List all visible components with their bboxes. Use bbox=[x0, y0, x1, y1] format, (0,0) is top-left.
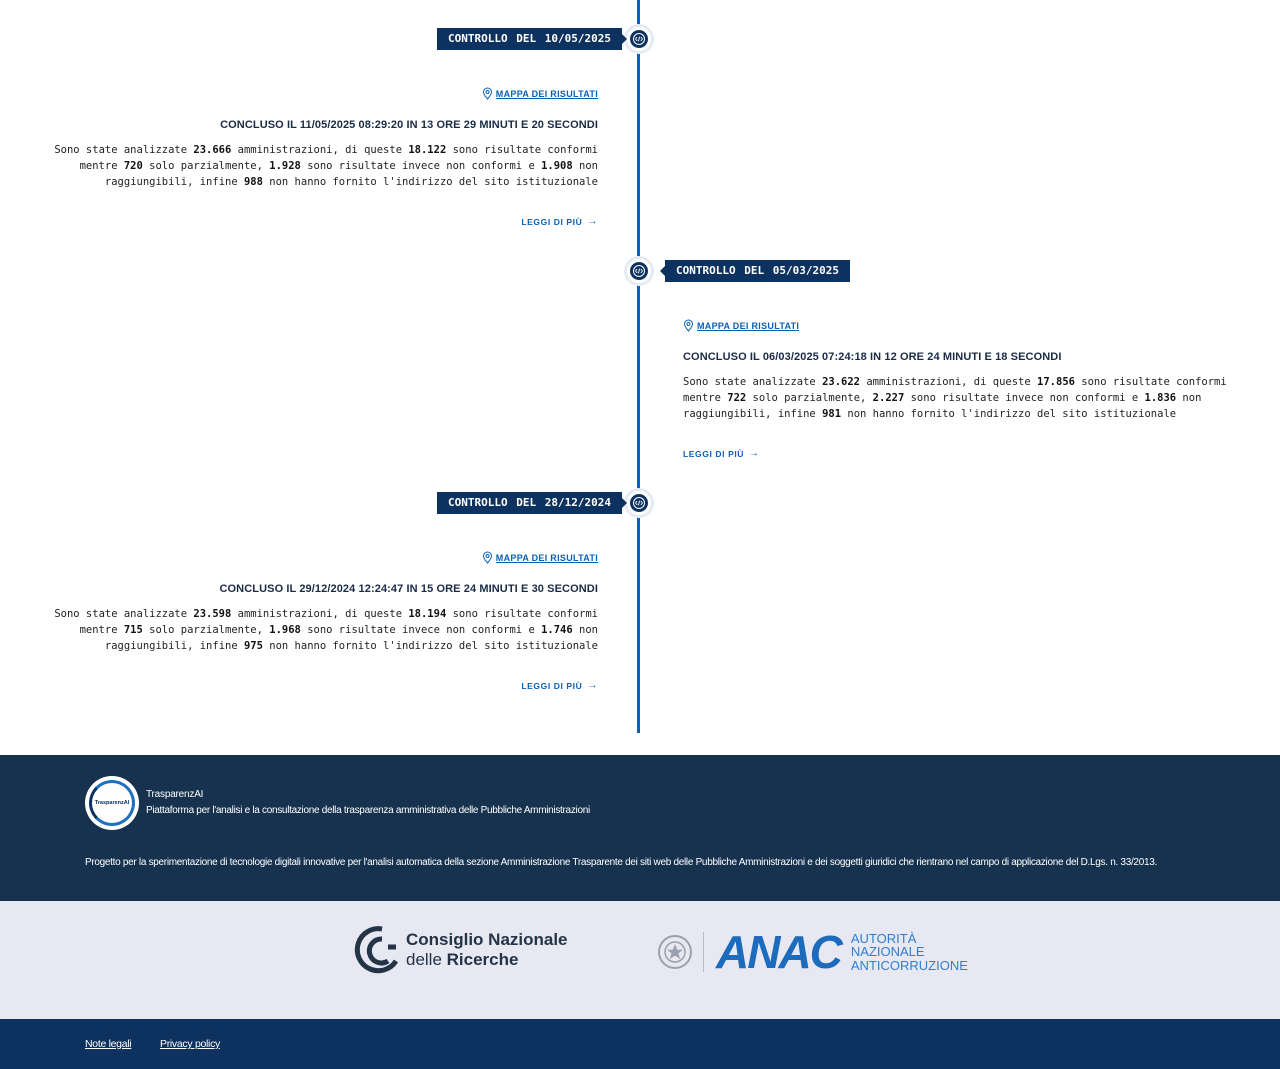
analyzed-count: 23.622 bbox=[822, 376, 861, 388]
read-more-label: LEGGI DI PIÙ bbox=[683, 448, 745, 459]
conform-count: 17.856 bbox=[1037, 376, 1075, 388]
cnr-name-line1: Consiglio Nazionale bbox=[406, 930, 568, 949]
code-icon bbox=[627, 491, 651, 515]
nonconform-count: 2.227 bbox=[872, 392, 905, 404]
check-date-tag: CONTROLLO DEL 05/03/2025 bbox=[665, 260, 850, 282]
results-map-link[interactable] bbox=[482, 551, 598, 564]
results-map-link[interactable] bbox=[683, 319, 799, 332]
map-pin-icon bbox=[482, 87, 493, 100]
results-map-label: MAPPA DEI RISULTATI bbox=[697, 320, 800, 331]
footer-project-description: Progetto per la sperimentazione di tecnologie digitali innovative per l'analisi automatica della sezione Amministrazione Trasparente dei siti web delle Pubbliche Amministrazioni e dei soggetti giuridici che rientrano nel campo di applicazione del D.Lgs. n. 33/2013. bbox=[85, 857, 1157, 868]
trasparenzai-logo[interactable]: TrasparenzAI bbox=[85, 776, 139, 830]
cnr-logo[interactable]: Consiglio Nazionale delle Ricerche bbox=[352, 925, 568, 975]
map-pin-icon bbox=[482, 551, 493, 564]
check-summary: Sono state analizzate 23.598 amministrazioni, di queste 18.194 sono risultate conformi mentre 715 solo parzialmente, 1.968 sono risultate invece non conformi e 1.746 non raggiungibili, infine 975 non hanno fornito l'indirizzo del sito istituzionale bbox=[54, 608, 598, 652]
results-map-link[interactable] bbox=[482, 87, 598, 100]
arrow-right-icon: → bbox=[587, 216, 598, 227]
legal-notes-link[interactable]: Note legali bbox=[85, 1038, 132, 1050]
conform-count: 18.194 bbox=[408, 608, 447, 620]
no-site-count: 981 bbox=[822, 408, 842, 420]
check-card bbox=[38, 87, 598, 230]
check-concluded: CONCLUSO IL 11/05/2025 08:29:20 IN 13 ORE 29 MINUTI E 20 SECONDI bbox=[220, 119, 598, 131]
italian-emblem-icon bbox=[657, 932, 693, 972]
partial-count: 722 bbox=[727, 392, 747, 404]
results-map-label: MAPPA DEI RISULTATI bbox=[495, 88, 598, 99]
partners-strip bbox=[0, 901, 1280, 1019]
read-more-label: LEGGI DI PIÙ bbox=[521, 680, 583, 691]
arrow-right-icon: → bbox=[587, 680, 598, 691]
code-icon bbox=[627, 27, 651, 51]
anac-subtitle: AUTORITÀ NAZIONALE ANTICORRUZIONE bbox=[850, 930, 968, 973]
code-icon bbox=[627, 259, 651, 283]
read-more-link[interactable] bbox=[521, 680, 598, 691]
analyzed-count: 23.666 bbox=[193, 144, 232, 156]
check-date-tag: CONTROLLO DEL 10/05/2025 bbox=[437, 28, 622, 50]
read-more-label: LEGGI DI PIÙ bbox=[521, 216, 583, 227]
analyzed-count: 23.598 bbox=[193, 608, 232, 620]
check-summary: Sono state analizzate 23.622 amministrazioni, di queste 17.856 sono risultate conformi mentre 722 solo parzialmente, 2.227 sono risultate invece non conformi e 1.836 non raggiungibili, infine 981 non hanno fornito l'indirizzo del sito istituzionale bbox=[683, 376, 1227, 420]
results-map-label: MAPPA DEI RISULTATI bbox=[495, 552, 598, 563]
check-summary: Sono state analizzate 23.666 amministrazioni, di queste 18.122 sono risultate conformi mentre 720 solo parzialmente, 1.928 sono risultate invece non conformi e 1.908 non raggiungibili, infine 988 non hanno fornito l'indirizzo del sito istituzionale bbox=[54, 144, 598, 188]
partial-count: 720 bbox=[123, 160, 143, 172]
check-card bbox=[683, 319, 1243, 462]
read-more-link[interactable] bbox=[683, 448, 760, 459]
check-date-tag: CONTROLLO DEL 28/12/2024 bbox=[437, 492, 622, 514]
footer-brand-tagline: Piattaforma per l'analisi e la consultazione della trasparenza amministrativa delle Pubbliche Amministrazioni bbox=[146, 805, 590, 816]
check-concluded: CONCLUSO IL 06/03/2025 07:24:18 IN 12 ORE 24 MINUTI E 18 SECONDI bbox=[683, 351, 1062, 363]
footer-brand-name: TrasparenzAI bbox=[146, 789, 204, 800]
privacy-policy-link[interactable]: Privacy policy bbox=[160, 1038, 220, 1050]
cnr-name-line2: Ricerche bbox=[446, 950, 519, 969]
map-pin-icon bbox=[683, 319, 694, 332]
timeline-line bbox=[637, 0, 640, 733]
read-more-link[interactable] bbox=[521, 216, 598, 227]
check-concluded: CONCLUSO IL 29/12/2024 12:24:47 IN 15 ORE 24 MINUTI E 30 SECONDI bbox=[219, 583, 598, 595]
logo-divider bbox=[703, 932, 704, 972]
site-footer bbox=[0, 755, 1280, 901]
nonconform-count: 1.968 bbox=[269, 624, 301, 636]
check-card bbox=[38, 551, 598, 694]
no-site-count: 988 bbox=[243, 176, 263, 188]
arrow-right-icon: → bbox=[749, 448, 760, 459]
anac-logo[interactable] bbox=[657, 926, 968, 978]
unreachable-count: 1.746 bbox=[541, 624, 573, 636]
no-site-count: 975 bbox=[243, 640, 263, 652]
partial-count: 715 bbox=[123, 624, 143, 636]
unreachable-count: 1.908 bbox=[541, 160, 573, 172]
anac-wordmark: ANAC bbox=[716, 926, 841, 978]
conform-count: 18.122 bbox=[408, 144, 447, 156]
cnr-emblem-icon bbox=[352, 925, 400, 975]
nonconform-count: 1.928 bbox=[269, 160, 301, 172]
unreachable-count: 1.836 bbox=[1144, 392, 1177, 404]
footer-links-bar bbox=[0, 1019, 1280, 1069]
